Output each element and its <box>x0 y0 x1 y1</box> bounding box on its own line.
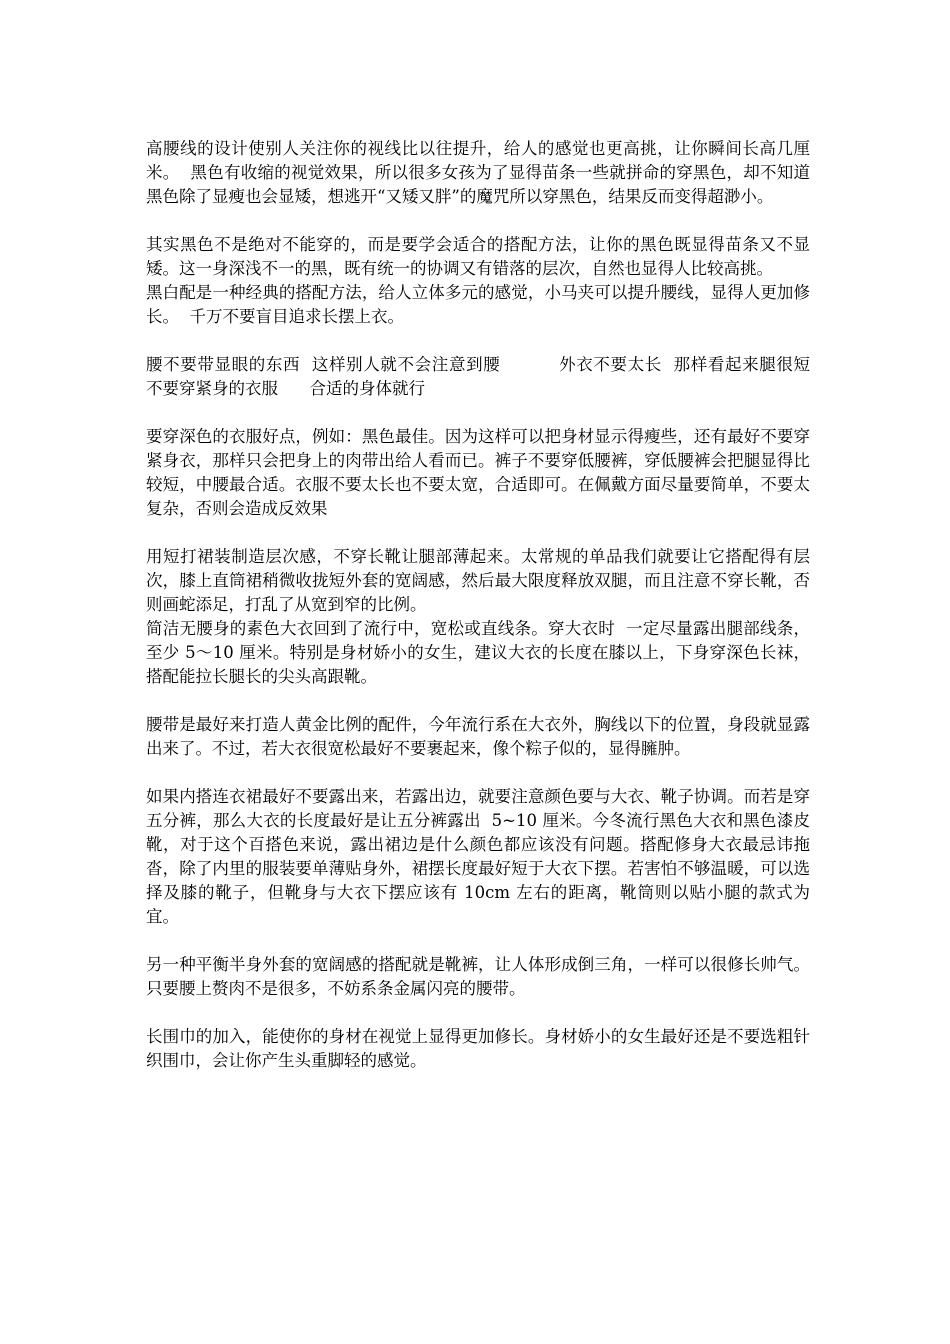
paragraph-boot-pants: 另一种平衡半身外套的宽阔感的搭配就是靴裤，让人体形成倒三角，一样可以很修长帅气。只要腰上赘肉不是很多，不妨系条金属闪亮的腰带。 <box>146 955 810 998</box>
paragraph-spacer <box>146 761 810 785</box>
paragraph-dark-colors: 要穿深色的衣服好点，例如：黑色最佳。因为这样可以把身材显示得瘦些，还有最好不要穿紧身衣，那样只会把身上的肉带出给人看而已。裤子不要穿低腰裤，穿低腰裤会把腿显得比较短，中腰最合适。衣服不要太长也不要太宽，合适即可。在佩戴方面尽量要简单，不要太复杂，否则会造成反效果 <box>146 427 810 518</box>
paragraph-tips: 腰不要带显眼的东西 这样别人就不会注意到腰 外衣不要太长 那样看起来腿很短 不要穿紧身的衣服 合适的身体就行 <box>146 355 852 398</box>
paragraph-spacer <box>146 329 810 353</box>
paragraph-dress: 如果内搭连衣裙最好不要露出来，若露出边，就要注意颜色要与大衣、靴子协调。而若是穿五分裤，那么大衣的长度最好是让五分裤露出 5~10 厘米。今冬流行黑色大衣和黑色漆皮靴，对于这个百搭色来说，露出裙边是什么颜色都应该没有问题。搭配修身大衣最忌讳拖沓，除了内里的服装要单薄贴身外，裙摆长度最好短于大衣下摆。若害怕不够温暖，可以选择及膝的靴子，但靴身与大衣下摆应该有 10cm 左右的距离，靴筒则以贴小腿的款式为宜。 <box>146 787 810 926</box>
paragraph-spacer <box>146 209 810 233</box>
paragraph-black-outfit: 其实黑色不是绝对不能穿的，而是要学会适合的搭配方法，让你的黑色既显得苗条又不显矮。这一身深浅不一的黑，既有统一的协调又有错落的层次，自然也显得人比较高挑。 <box>146 235 810 278</box>
paragraph-spacer <box>146 689 810 713</box>
paragraph-spacer <box>146 1001 810 1025</box>
paragraph-spacer <box>146 521 810 545</box>
paragraph-black-white: 黑白配是一种经典的搭配方法，给人立体多元的感觉，小马夹可以提升腰线，显得人更加修长。 千万不要盲目追求长摆上衣。 <box>146 283 810 326</box>
paragraph-scarf: 长围巾的加入，能使你的身材在视觉上显得更加修长。身材娇小的女生最好还是不要选粗针织围巾，会让你产生头重脚轻的感觉。 <box>146 1027 810 1070</box>
paragraph-spacer <box>146 929 810 953</box>
document-body <box>146 137 852 1073</box>
paragraph-coat: 简洁无腰身的素色大衣回到了流行中，宽松或直线条。穿大衣时 一定尽量露出腿部线条，至少 5～10 厘米。特别是身材娇小的女生，建议大衣的长度在膝以上，下身穿深色长袜，搭配能拉长腿长的尖头高跟靴。 <box>146 619 810 686</box>
paragraph-high-waist: 高腰线的设计使别人关注你的视线比以往提升，给人的感觉也更高挑，让你瞬间长高几厘米。 黑色有收缩的视觉效果，所以很多女孩为了显得苗条一些就拼命的穿黑色，却不知道黑色除了显瘦也会显矮，想逃开“又矮又胖”的魔咒所以穿黑色，结果反而变得超渺小。 <box>146 139 810 206</box>
paragraph-belt: 腰带是最好来打造人黄金比例的配件，今年流行系在大衣外，胸线以下的位置，身段就显露出来了。不过，若大衣很宽松最好不要裹起来，像个粽子似的，显得臃肿。 <box>146 715 810 758</box>
paragraph-short-skirt: 用短打裙装制造层次感，不穿长靴让腿部薄起来。太常规的单品我们就要让它搭配得有层次，膝上直筒裙稍微收拢短外套的宽阔感，然后最大限度释放双腿，而且注意不穿长靴，否则画蛇添足，打乱了从宽到窄的比例。 <box>146 547 810 614</box>
paragraph-spacer <box>146 401 810 425</box>
